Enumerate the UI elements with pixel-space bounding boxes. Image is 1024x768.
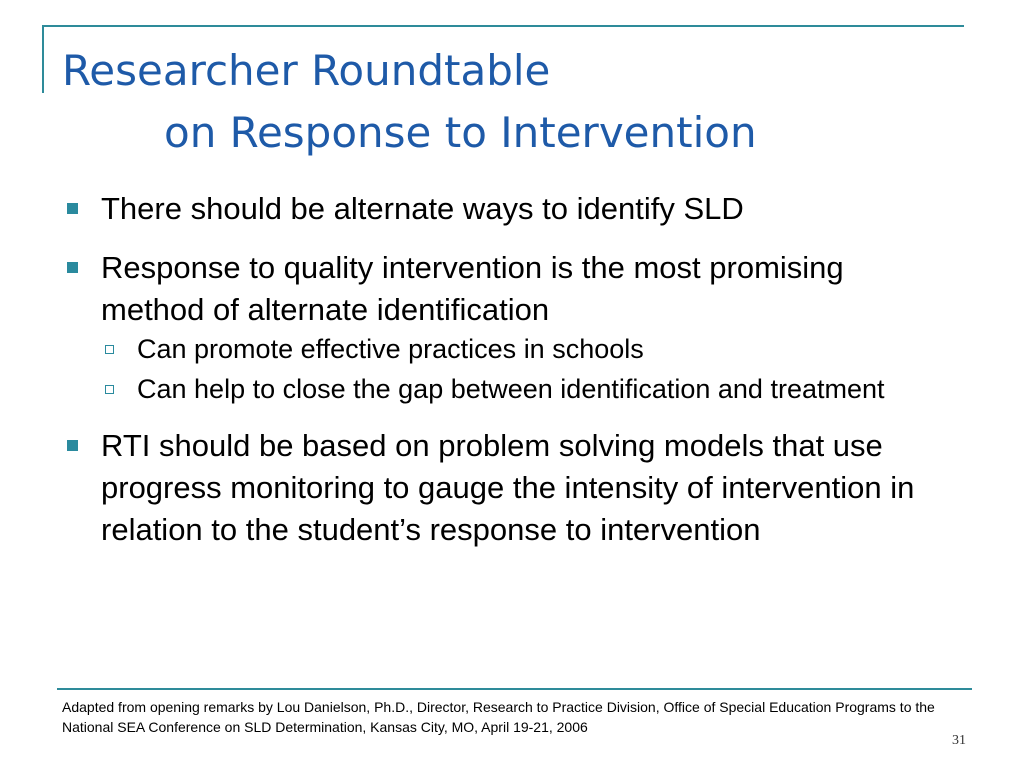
sub-bullet-item xyxy=(64,369,954,409)
hollow-square-bullet-icon xyxy=(105,385,114,394)
sub-bullet-item xyxy=(64,329,954,369)
bullet-item xyxy=(64,247,954,331)
page-number: 31 xyxy=(952,733,966,748)
square-bullet-icon xyxy=(67,262,78,273)
slide-title-line-1: Researcher Roundtable xyxy=(62,46,551,95)
bullet-text: There should be alternate ways to identify SLD xyxy=(101,191,744,226)
source-citation: Adapted from opening remarks by Lou Danielson, Ph.D., Director, Research to Practice Division, Office of Special Education Programs to the National SEA Conference on SLD Determination, Kansas City, MO, April 19-21, 2006 xyxy=(62,699,935,735)
slide-title xyxy=(62,40,757,164)
bullet-text: RTI should be based on problem solving models that use progress monitoring to gauge the intensity of intervention in relation to the student’s response to intervention xyxy=(101,428,915,547)
title-frame-left-rule xyxy=(42,25,44,93)
bullet-item xyxy=(64,188,954,230)
slide-title-line-2: on Response to Intervention xyxy=(164,108,757,157)
bullet-text: Response to quality intervention is the most promising method of alternate identification xyxy=(101,250,844,327)
square-bullet-icon xyxy=(67,440,78,451)
footer-divider xyxy=(57,688,972,690)
slide-body xyxy=(64,188,954,568)
sub-bullet-text: Can help to close the gap between identification and treatment xyxy=(137,374,885,404)
sub-bullet-text: Can promote effective practices in schools xyxy=(137,334,644,364)
bullet-item xyxy=(64,425,954,551)
title-frame-top-rule xyxy=(42,25,964,27)
square-bullet-icon xyxy=(67,203,78,214)
hollow-square-bullet-icon xyxy=(105,345,114,354)
sub-bullet-list xyxy=(101,329,954,409)
